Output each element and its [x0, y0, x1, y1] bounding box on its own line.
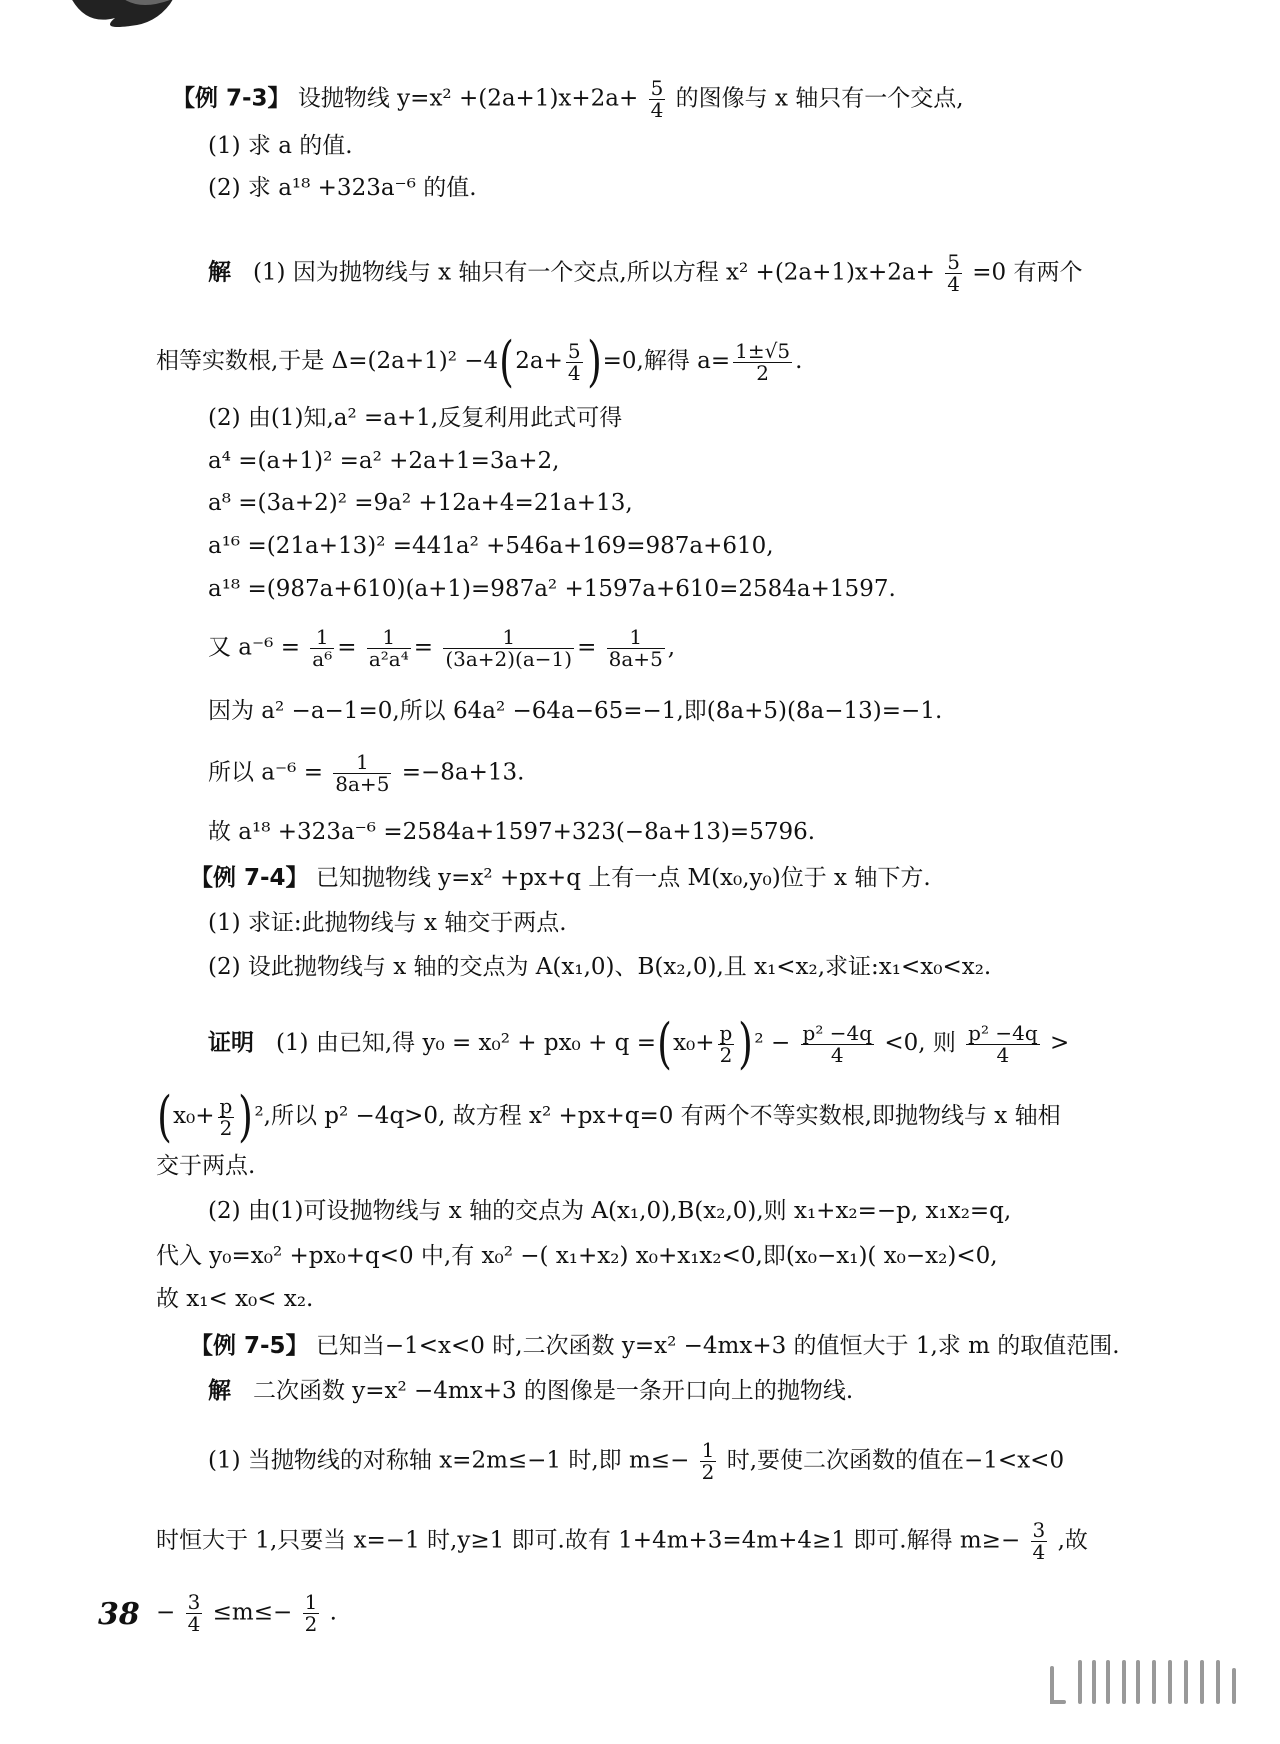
stem-text: 设抛物线 y=x² +(2a+1)x+2a+ [297, 85, 639, 112]
fraction: $\frac{p}{2}$ [219, 1093, 233, 1140]
example-7-4-stem: 【例 7-4】 已知抛物线 y=x² +px+q 上有一点 M(x₀,y₀)位于 x 轴下方. [190, 865, 931, 891]
watermark-signature-icon [1030, 1644, 1250, 1714]
proof-line: 交于两点. [156, 1153, 256, 1179]
solution-label: 解 [208, 259, 231, 286]
solution-line: 解 (1) 因为抛物线与 x 轴只有一个交点,所以方程 x² +(2a+1)x+2a+ $\frac{5}{4}$ =0 有两个 [208, 250, 1083, 296]
fraction: $\frac{3}{4}$ [187, 1590, 201, 1636]
fraction: $\frac{5}{4}$ [650, 76, 664, 122]
solution-line: 相等实数根,于是 Δ=(2a+1)² −4(2a+ $\frac{5}{4}$ )=0,解得 a= $\frac{1\pm√5}{2}$ . [156, 330, 803, 393]
fraction: $\frac{1}{\text{a⁶}}$ [312, 625, 333, 671]
example-7-5-stem: 【例 7-5】 已知当−1<x<0 时,二次函数 y=x² −4mx+3 的值恒大于 1,求 m 的取值范围. [190, 1333, 1120, 1359]
equation-line: a¹⁶ =(21a+13)² =441a² +546a+169=987a+610, [208, 533, 774, 559]
equation-line: 所以 a⁻⁶ = $\frac{1}{8a+5}$ =−8a+13. [208, 750, 525, 796]
solution-label: 解 [208, 1378, 231, 1404]
example-label: 【例 7-5】 [190, 1333, 309, 1359]
solution-line: (1) 当抛物线的对称轴 x=2m≤−1 时,即 m≤− $\frac{1}{2}$ 时,要使二次函数的值在−1<x<0 [208, 1438, 1065, 1484]
stem-text: 的图像与 x 轴只有一个交点, [675, 85, 964, 112]
example-label: 【例 7-3】 [172, 85, 291, 112]
fraction: $\frac{5}{4}$ [947, 250, 960, 296]
fraction: $\frac{\text{p² −4q}}{4}$ [802, 1020, 873, 1067]
solution-line: 解 二次函数 y=x² −4mx+3 的图像是一条开口向上的抛物线. [208, 1378, 854, 1404]
fraction: $\frac{\text{p² −4q}}{4}$ [968, 1020, 1038, 1067]
fraction: $\frac{1}{(3a+2)(a-1)}$ [445, 625, 573, 671]
equation-line: 故 a¹⁸ +323a⁻⁶ =2584a+1597+323(−8a+13)=5796. [208, 819, 816, 845]
fraction: $\frac{1}{8a+5}$ [608, 625, 663, 671]
solution-line: − $\frac{3}{4}$ ≤m≤− $\frac{1}{2}$ . [156, 1590, 337, 1636]
proof-line: (2) 由(1)可设抛物线与 x 轴的交点为 A(x₁,0),B(x₂,0),则 x₁+x₂=−p, x₁x₂=q, [208, 1198, 1012, 1224]
equation-line: 又 a⁻⁶ = $\frac{1}{\text{a⁶}}$ = $\frac{1}{\text{a²a⁴}}$ = $\frac{1}{(3a+2)(a-1)}$ = $\frac{1}{8a+5}$ , [208, 625, 676, 671]
fraction: $\frac{1}{2}$ [304, 1590, 318, 1636]
equation-line: 因为 a² −a−1=0,所以 64a² −64a−65=−1,即(8a+5)(8a−13)=−1. [208, 698, 943, 724]
solution-line: (2) 由(1)知,a² =a+1,反复利用此式可得 [208, 405, 623, 431]
proof-line: 证明 (1) 由已知,得 y₀ = x₀² + px₀ + q =(x₀+ $\frac{p}{2}$ )² − $\frac{\text{p² −4q}}{4}$ <0, 则 $\frac{\text{p² −4q}}{4}$ > [208, 1012, 1070, 1075]
question-1: (1) 求 a 的值. [208, 133, 353, 159]
equation-line: a¹⁸ =(987a+610)(a+1)=987a² +1597a+610=2584a+1597. [208, 576, 896, 602]
proof-line: 故 x₁< x₀< x₂. [156, 1286, 314, 1312]
proof-label: 证明 [208, 1030, 254, 1056]
fraction: $\frac{p}{2}$ [719, 1020, 733, 1067]
example-7-3-stem [172, 78, 1280, 121]
question-1: (1) 求证:此抛物线与 x 轴交于两点. [208, 910, 567, 936]
fraction: $\frac{3}{4}$ [1032, 1518, 1046, 1564]
proof-line: (x₀+ $\frac{p}{2}$ )²,所以 p² −4q>0, 故方程 x² +px+q=0 有两个不等实数根,即抛物线与 x 轴相 [157, 1085, 1061, 1148]
equation-line: a⁴ =(a+1)² =a² +2a+1=3a+2, [208, 448, 560, 474]
proof-line: 代入 y₀=x₀² +px₀+q<0 中,有 x₀² −( x₁+x₂) x₀+x₁x₂<0,即(x₀−x₁)( x₀−x₂)<0, [156, 1243, 998, 1269]
corner-decoration-icon [60, 0, 200, 36]
question-2: (2) 设此抛物线与 x 轴的交点为 A(x₁,0)、B(x₂,0),且 x₁<x₂,求证:x₁<x₀<x₂. [208, 954, 992, 980]
fraction: $\frac{5}{4}$ [567, 338, 581, 385]
fraction: $\frac{1\pm√5}{2}$ [735, 338, 791, 385]
fraction: $\frac{1}{\text{a²a⁴}}$ [368, 625, 409, 671]
question-2: (2) 求 a¹⁸ +323a⁻⁶ 的值. [208, 175, 477, 201]
solution-line: 时恒大于 1,只要当 x=−1 时,y≥1 即可.故有 1+4m+3=4m+4≥1 即可.解得 m≥− $\frac{3}{4}$ ,故 [156, 1518, 1088, 1564]
equation-line: a⁸ =(3a+2)² =9a² +12a+4=21a+13, [208, 490, 633, 516]
fraction: $\frac{1}{2}$ [701, 1438, 715, 1484]
page-number: 38 [98, 1597, 140, 1632]
example-label: 【例 7-4】 [190, 865, 309, 891]
fraction: $\frac{1}{8a+5}$ [335, 750, 390, 796]
